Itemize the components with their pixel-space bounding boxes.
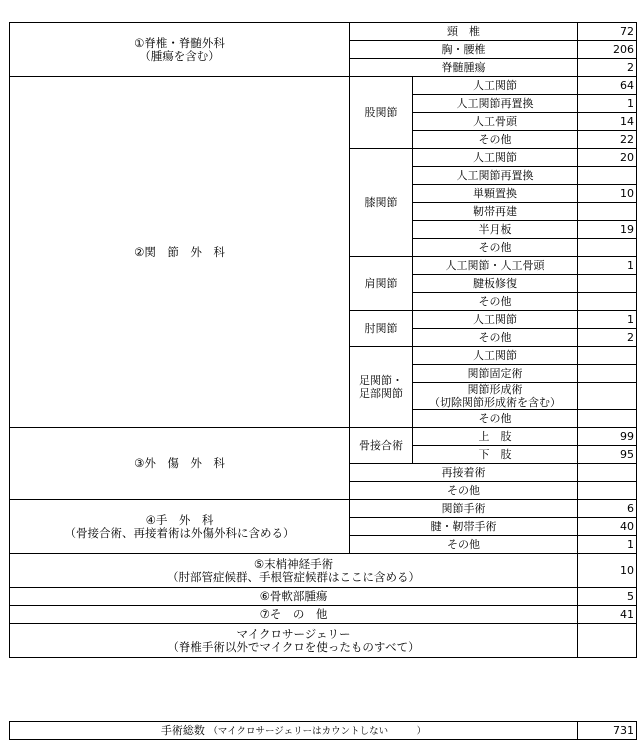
subcategory-shoulder: 肩関節 <box>350 257 413 311</box>
count-value: 19 <box>578 221 637 239</box>
count-value: 5 <box>578 588 637 606</box>
item-label: その他 <box>413 131 578 149</box>
count-value <box>578 383 637 410</box>
category-other: ⑦そ の 他 <box>10 606 578 624</box>
count-value: 72 <box>578 23 637 41</box>
item-label: 単顆置換 <box>413 185 578 203</box>
category-label: ①脊椎・脊髄外科 <box>134 35 225 50</box>
item-label: 人工骨頭 <box>413 113 578 131</box>
subcategory-foot <box>350 347 413 428</box>
count-value <box>578 293 637 311</box>
table-row <box>10 606 637 624</box>
category-label: マイクロサージェリー <box>236 626 351 641</box>
item-label: 人工関節 <box>413 347 578 365</box>
subcategory-elbow: 肘関節 <box>350 311 413 347</box>
item-label-line: 関節形成術 <box>467 383 523 396</box>
item-label: その他 <box>413 410 578 428</box>
subcategory-knee: 膝関節 <box>350 149 413 257</box>
category-peripheral-nerve <box>10 554 578 588</box>
count-value: 1 <box>578 257 637 275</box>
total-label-cell <box>10 722 578 740</box>
count-value <box>578 203 637 221</box>
category-label: ⑤末梢神経手術 <box>253 556 334 571</box>
category-joint: ②関 節 外 科 <box>10 77 350 428</box>
count-value: 10 <box>578 185 637 203</box>
table-row <box>10 624 637 658</box>
item-label: 人工関節・人工骨頭 <box>413 257 578 275</box>
item-label: 下 肢 <box>413 446 578 464</box>
table-row <box>10 500 637 518</box>
table-row <box>10 554 637 588</box>
count-value: 206 <box>578 41 637 59</box>
item-label-line: （切除関節形成術を含む） <box>429 396 561 409</box>
table-row <box>10 428 637 446</box>
category-bone-soft-tissue-tumor: ⑥骨軟部腫瘍 <box>10 588 578 606</box>
item-label: 人工関節再置換 <box>413 95 578 113</box>
item-label: 腱・靭帯手術 <box>350 518 578 536</box>
item-label: その他 <box>350 536 578 554</box>
category-note: （脊椎手術以外でマイクロを使ったものすべて） <box>167 639 420 654</box>
count-value: 1 <box>578 536 637 554</box>
count-value <box>578 167 637 185</box>
item-label: その他 <box>413 239 578 257</box>
category-note: （肘部管症候群、手根管症候群はここに含める） <box>167 569 420 584</box>
total-table <box>9 721 637 740</box>
count-value <box>578 482 637 500</box>
item-label: 靭帯再建 <box>413 203 578 221</box>
count-value: 1 <box>578 311 637 329</box>
count-value <box>578 464 637 482</box>
item-label: その他 <box>413 329 578 347</box>
count-value: 95 <box>578 446 637 464</box>
category-note: （腫瘍を含む） <box>139 48 220 63</box>
item-label: 半月板 <box>413 221 578 239</box>
subcategory-label: 足関節・ <box>359 374 403 387</box>
item-label: その他 <box>350 482 578 500</box>
item-label: その他 <box>413 293 578 311</box>
count-value <box>578 347 637 365</box>
count-value: 10 <box>578 554 637 588</box>
count-value <box>578 624 637 658</box>
item-label: 再接着術 <box>350 464 578 482</box>
count-value: 20 <box>578 149 637 167</box>
count-value: 99 <box>578 428 637 446</box>
item-label: 脊髄腫瘍 <box>350 59 578 77</box>
count-value: 1 <box>578 95 637 113</box>
count-value <box>578 239 637 257</box>
count-value <box>578 275 637 293</box>
count-value: 64 <box>578 77 637 95</box>
table-row <box>10 588 637 606</box>
item-label <box>413 383 578 410</box>
count-value <box>578 410 637 428</box>
total-value: 731 <box>578 722 637 740</box>
category-note: （骨接合術、再接着術は外傷外科に含める） <box>64 525 295 540</box>
item-label: 人工関節 <box>413 77 578 95</box>
count-value <box>578 365 637 383</box>
subcategory-hip: 股関節 <box>350 77 413 149</box>
category-microsurgery <box>10 624 578 658</box>
count-value: 14 <box>578 113 637 131</box>
table-row <box>10 23 637 41</box>
count-value: 2 <box>578 59 637 77</box>
count-value: 2 <box>578 329 637 347</box>
count-value: 40 <box>578 518 637 536</box>
category-label: ④手 外 科 <box>145 512 214 527</box>
total-row <box>10 722 637 740</box>
item-label: 頸 椎 <box>350 23 578 41</box>
category-hand <box>10 500 350 554</box>
item-label: 上 肢 <box>413 428 578 446</box>
category-trauma: ③外 傷 外 科 <box>10 428 350 500</box>
item-label: 人工関節 <box>413 311 578 329</box>
item-label: 関節固定術 <box>413 365 578 383</box>
total-note: （マイクロサージェリーはカウントしない ） <box>208 725 427 737</box>
total-label: 手術総数 <box>160 723 205 737</box>
item-label: 人工関節 <box>413 149 578 167</box>
item-label: 関節手術 <box>350 500 578 518</box>
count-value: 22 <box>578 131 637 149</box>
category-spine <box>10 23 350 77</box>
item-label: 胸・腰椎 <box>350 41 578 59</box>
subcategory-label: 足部関節 <box>359 387 403 400</box>
item-label: 腱板修復 <box>413 275 578 293</box>
count-value: 6 <box>578 500 637 518</box>
subcategory-osteosynthesis: 骨接合術 <box>350 428 413 464</box>
count-value: 41 <box>578 606 637 624</box>
item-label: 人工関節再置換 <box>413 167 578 185</box>
surgery-count-table <box>9 22 637 658</box>
table-row <box>10 77 637 95</box>
